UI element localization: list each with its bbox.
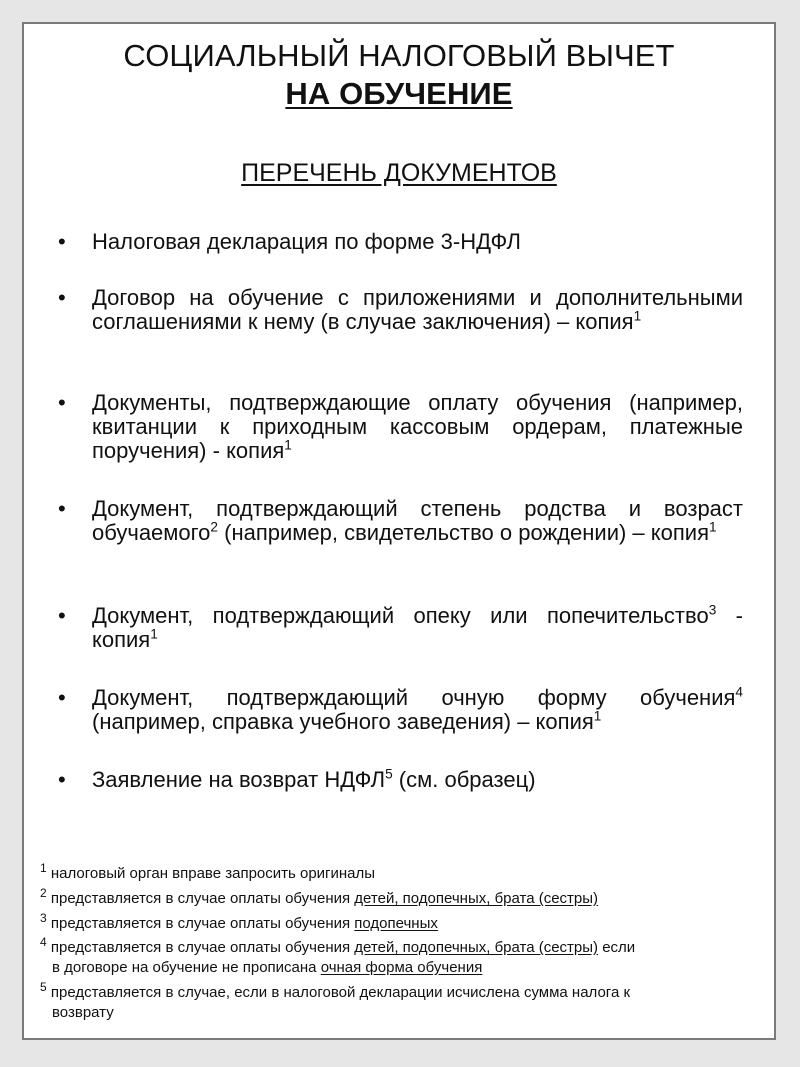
bullet: • [58,390,66,415]
footnote-number: 3 [40,911,47,925]
bullet: • [58,685,66,710]
subtitle-text: ПЕРЕЧЕНЬ ДОКУМЕНТОВ [241,159,557,187]
document-item-3 [58,390,743,463]
document-item-text: Документы, подтверждающие оплату обучения (например, квитанции к приходным кассовым ордерам, платежные поручения) - копия [92,390,743,463]
footnote-underlined: детей, подопечных, брата (сестры) [354,939,599,956]
subtitle [24,158,774,188]
document-item-1 [58,229,743,254]
footnote-underlined: детей, подопечных, брата (сестры) [354,890,599,907]
footnote-ref: 1 [284,437,292,453]
footnote-ref: 3 [708,602,717,618]
bullet: • [58,229,66,254]
footnote-text: представляется в случае оплаты обучения [46,939,355,956]
footnote-ref: 2 [210,519,218,535]
footnote-1 [40,861,758,884]
footnote-ref: 4 [735,684,743,700]
title-line-2-text: НА ОБУЧЕНИЕ [285,76,513,111]
footnote-2 [40,886,758,909]
footnote-5 [40,980,758,1023]
footnote-number: 1 [40,861,47,875]
document-item-5 [58,602,743,652]
title-line-2 [24,76,774,112]
footnote-text: представляется в случае, если в налоговой декларации исчислена сумма налога к [46,984,631,1001]
document-item-text: Заявление на возврат НДФЛ [92,767,386,792]
footnote-ref: 1 [633,308,642,324]
footnote-text: представляется в случае оплаты обучения [46,890,355,907]
footnote-number: 4 [40,935,47,949]
footnote-ref: 1 [150,626,158,642]
document-item-6 [58,684,743,734]
footnote-cont-underlined: очная форма обучения [320,959,483,976]
footnote-continuation: возврату [52,1004,114,1021]
title-line-1: СОЦИАЛЬНЫЙ НАЛОГОВЫЙ ВЫЧЕТ [123,38,675,73]
footnote-text: представляется в случае оплаты обучения [46,915,355,932]
bullet: • [58,285,66,310]
footnote-number: 2 [40,886,47,900]
document-item-text-cont: (например, справка учебного заведения) – копия [92,709,594,734]
footnote-text-after: если [598,939,636,956]
footnote-ref: 1 [709,519,717,535]
footnote-continuation [40,958,758,978]
document-item-7 [58,766,743,792]
footnote-ref: 5 [385,766,393,782]
document-item-text-cont: - копия [92,603,743,652]
document-item-text: Договор на обучение с приложениями и дополнительными соглашениями к нему (в случае заключения) – копия [92,285,743,334]
bullet: • [58,603,66,628]
document-item-text: Документ, подтверждающий степень родства и возраст обучаемого [92,496,743,545]
document-item-2 [58,285,743,334]
footnote-text: налоговый орган вправе запросить оригиналы [46,865,376,882]
document-item-4 [58,496,743,545]
footnote-3 [40,911,758,934]
bullet: • [58,767,66,792]
footnote-underlined: подопечных [354,915,438,932]
document-item-text: Налоговая декларация по форме 3-НДФЛ [92,229,521,254]
footnote-cont-text: в договоре на обучение не прописана [52,959,321,976]
footnote-4 [40,935,758,978]
document-item-text: Документ, подтверждающий очную форму обучения [92,685,736,710]
document-item-text-cont: (например, свидетельство о рождении) – копия [218,520,709,545]
footnote-number: 5 [40,980,47,994]
bullet: • [58,496,66,521]
document-item-text: Документ, подтверждающий опеку или попечительство [92,603,709,628]
footnote-ref: 1 [593,708,602,724]
document-item-text-cont: (см. образец) [392,767,536,792]
document-frame [22,22,776,1040]
